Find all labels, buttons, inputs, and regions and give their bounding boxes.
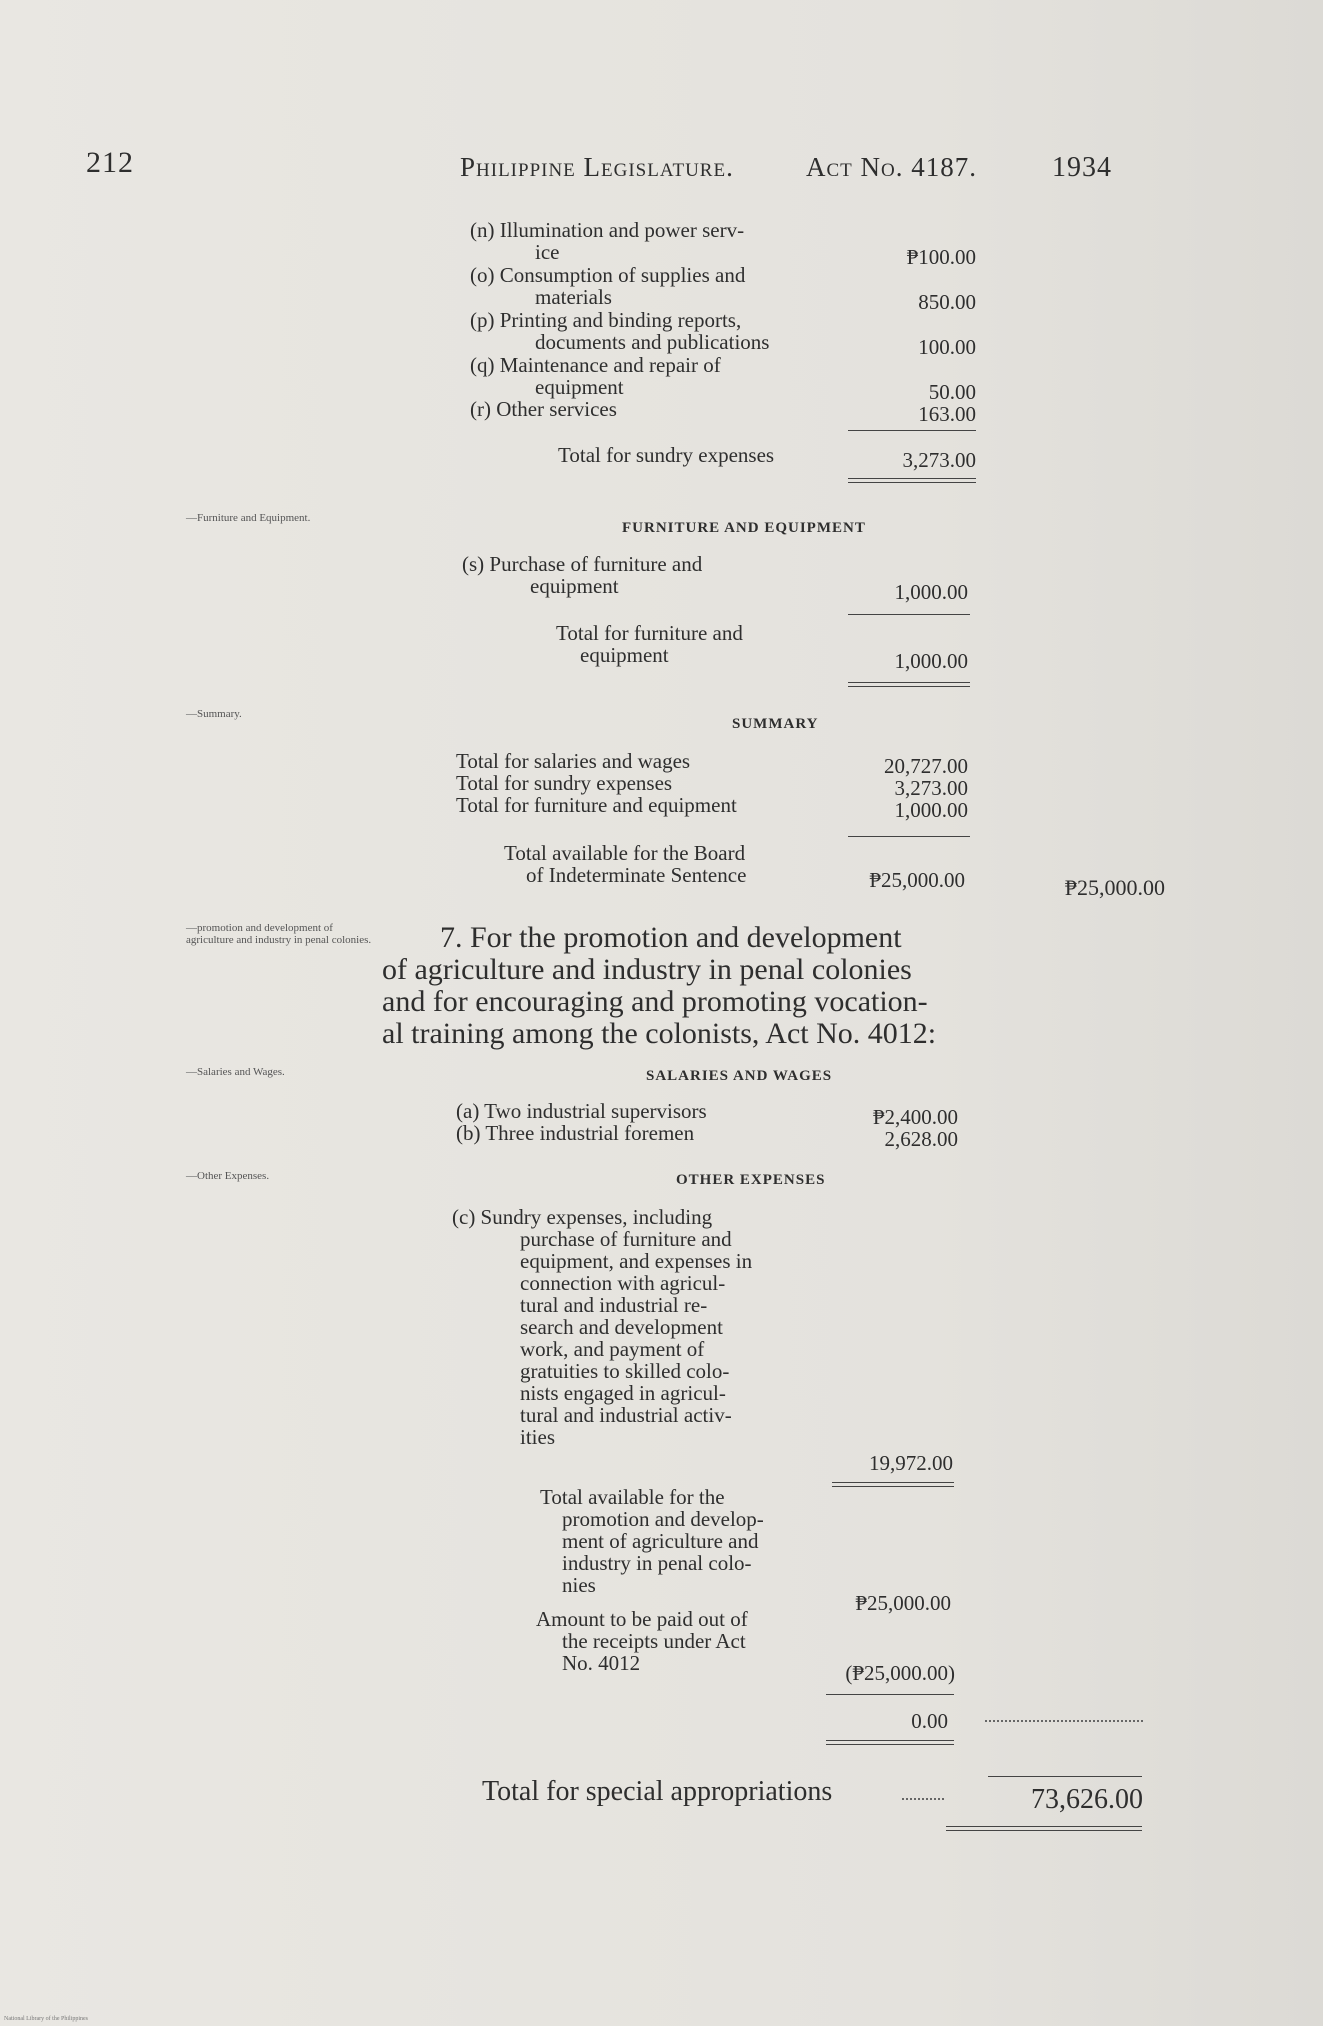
list-item-amount: 2,628.00 bbox=[884, 1127, 958, 1151]
sundry-line: equipment, and expenses in bbox=[520, 1249, 753, 1273]
list-item-label: (a) Two industrial supervisors bbox=[456, 1099, 707, 1123]
total-double-rule bbox=[826, 1740, 954, 1745]
sundry-line: tural and industrial activ- bbox=[520, 1403, 732, 1427]
furniture-total-label: Total for furniture and bbox=[556, 621, 743, 645]
list-item-label: (q) Maintenance and repair of bbox=[470, 353, 721, 377]
total-line: ment of agriculture and bbox=[562, 1529, 759, 1553]
furniture-item-label: equipment bbox=[530, 574, 619, 598]
list-item-label: (o) Consumption of supplies and bbox=[470, 263, 746, 287]
receipts-line: Amount to be paid out of bbox=[536, 1607, 748, 1631]
total-line: nies bbox=[562, 1573, 596, 1597]
section-7-paragraph-line: and for encouraging and promoting vocation- bbox=[382, 985, 928, 1018]
sundry-line: gratuities to skilled colo- bbox=[520, 1359, 730, 1383]
header-year: 1934 bbox=[1052, 152, 1112, 183]
grand-total-double-rule bbox=[946, 1826, 1142, 1831]
sundry-line: connection with agricul- bbox=[520, 1271, 726, 1295]
margin-note-salaries: —Salaries and Wages. bbox=[186, 1066, 285, 1078]
list-item-label: ice bbox=[535, 240, 560, 264]
receipts-line: the receipts under Act bbox=[562, 1629, 746, 1653]
sundry-line: nists engaged in agricul- bbox=[520, 1381, 726, 1405]
list-item-label: (p) Printing and binding reports, bbox=[470, 308, 742, 332]
subtotal-rule bbox=[848, 430, 976, 431]
margin-note-summary: —Summary. bbox=[186, 708, 242, 720]
grand-total-amount: 73,626.00 bbox=[1031, 1784, 1143, 1815]
sundry-amount: 19,972.00 bbox=[869, 1451, 953, 1475]
sundry-line: (c) Sundry expenses, including bbox=[452, 1205, 713, 1229]
sundry-line: ities bbox=[520, 1425, 555, 1449]
list-item-label: (b) Three industrial foremen bbox=[456, 1121, 695, 1145]
list-item-amount: 1,000.00 bbox=[894, 798, 968, 822]
subtotal-rule bbox=[848, 614, 970, 615]
page-title: Philippine Legislature. bbox=[460, 152, 734, 182]
list-item-amount: 50.00 bbox=[928, 380, 976, 404]
list-item-label: (n) Illumination and power serv- bbox=[470, 218, 745, 242]
list-item-amount: 3,273.00 bbox=[894, 776, 968, 800]
sundry-total-amount: 3,273.00 bbox=[902, 448, 976, 472]
receipts-line: No. 4012 bbox=[562, 1651, 641, 1675]
total-double-rule bbox=[848, 478, 976, 483]
sundry-line: work, and payment of bbox=[520, 1337, 705, 1361]
furniture-item-amount: 1,000.00 bbox=[894, 580, 968, 604]
section-7-paragraph-line: of agriculture and industry in penal colonies bbox=[382, 953, 912, 986]
other-expenses-heading: OTHER EXPENSES bbox=[676, 1172, 826, 1188]
grand-total-top-rule bbox=[988, 1776, 1142, 1777]
margin-note-promotion: —promotion and development of agriculture and industry in penal colonies. bbox=[186, 922, 372, 946]
summary-heading: SUMMARY bbox=[732, 716, 819, 732]
summary-available-label: Total available for the Board bbox=[504, 841, 746, 865]
list-item-amount: 100.00 bbox=[918, 335, 976, 359]
grand-total-label: Total for special appropriations bbox=[482, 1776, 833, 1807]
salaries-heading: SALARIES AND WAGES bbox=[646, 1068, 833, 1084]
act-number: Act No. 4187. bbox=[806, 152, 977, 182]
list-item-amount: 20,727.00 bbox=[884, 754, 968, 778]
sundry-line: tural and industrial re- bbox=[520, 1293, 708, 1317]
furniture-total-amount: 1,000.00 bbox=[894, 649, 968, 673]
list-item-amount: ₱100.00 bbox=[906, 245, 976, 269]
furniture-heading: FURNITURE AND EQUIPMENT bbox=[622, 520, 866, 536]
total-line: promotion and develop- bbox=[562, 1507, 764, 1531]
total-available-amount: ₱25,000.00 bbox=[855, 1591, 951, 1615]
sundry-line: purchase of furniture and bbox=[520, 1227, 732, 1251]
receipts-amount: (₱25,000.00) bbox=[845, 1661, 955, 1685]
furniture-total-label: equipment bbox=[580, 643, 669, 667]
footer-credit: National Library of the Philippines bbox=[4, 2016, 88, 2022]
section-7-paragraph-line: al training among the colonists, Act No. 4012: bbox=[382, 1017, 937, 1050]
sundry-total-label: Total for sundry expenses bbox=[558, 443, 775, 467]
page-number: 212 bbox=[86, 146, 134, 179]
section-7-paragraph-line: 7. For the promotion and development bbox=[440, 921, 902, 954]
list-item-label: equipment bbox=[535, 375, 624, 399]
list-item-label: Total for salaries and wages bbox=[456, 749, 691, 773]
summary-available-label: of Indeterminate Sentence bbox=[526, 863, 747, 887]
list-item-amount: 850.00 bbox=[918, 290, 976, 314]
subtotal-rule bbox=[848, 836, 970, 837]
total-double-rule bbox=[848, 682, 970, 687]
list-item-amount: 163.00 bbox=[918, 402, 976, 426]
subtotal-rule bbox=[826, 1694, 954, 1695]
list-item-label: documents and publications bbox=[535, 330, 770, 354]
total-line: Total available for the bbox=[540, 1485, 725, 1509]
summary-available-amount: ₱25,000.00 bbox=[869, 868, 965, 892]
list-item-amount: ₱2,400.00 bbox=[872, 1105, 958, 1129]
furniture-item-label: (s) Purchase of furniture and bbox=[462, 552, 703, 576]
list-item-label: Total for furniture and equipment bbox=[456, 793, 737, 817]
list-item-label: Total for sundry expenses bbox=[456, 771, 673, 795]
total-line: industry in penal colo- bbox=[562, 1551, 752, 1575]
leader-dots bbox=[902, 1798, 944, 1800]
list-item-label: materials bbox=[535, 285, 612, 309]
margin-note-furniture: —Furniture and Equipment. bbox=[186, 512, 311, 524]
list-item-label: (r) Other services bbox=[470, 397, 617, 421]
summary-outer-amount: ₱25,000.00 bbox=[1064, 875, 1165, 900]
total-double-rule bbox=[832, 1482, 954, 1487]
leader-dots bbox=[985, 1720, 1143, 1722]
net-amount: 0.00 bbox=[911, 1709, 948, 1733]
sundry-line: search and development bbox=[520, 1315, 723, 1339]
margin-note-other-expenses: —Other Expenses. bbox=[186, 1170, 270, 1182]
